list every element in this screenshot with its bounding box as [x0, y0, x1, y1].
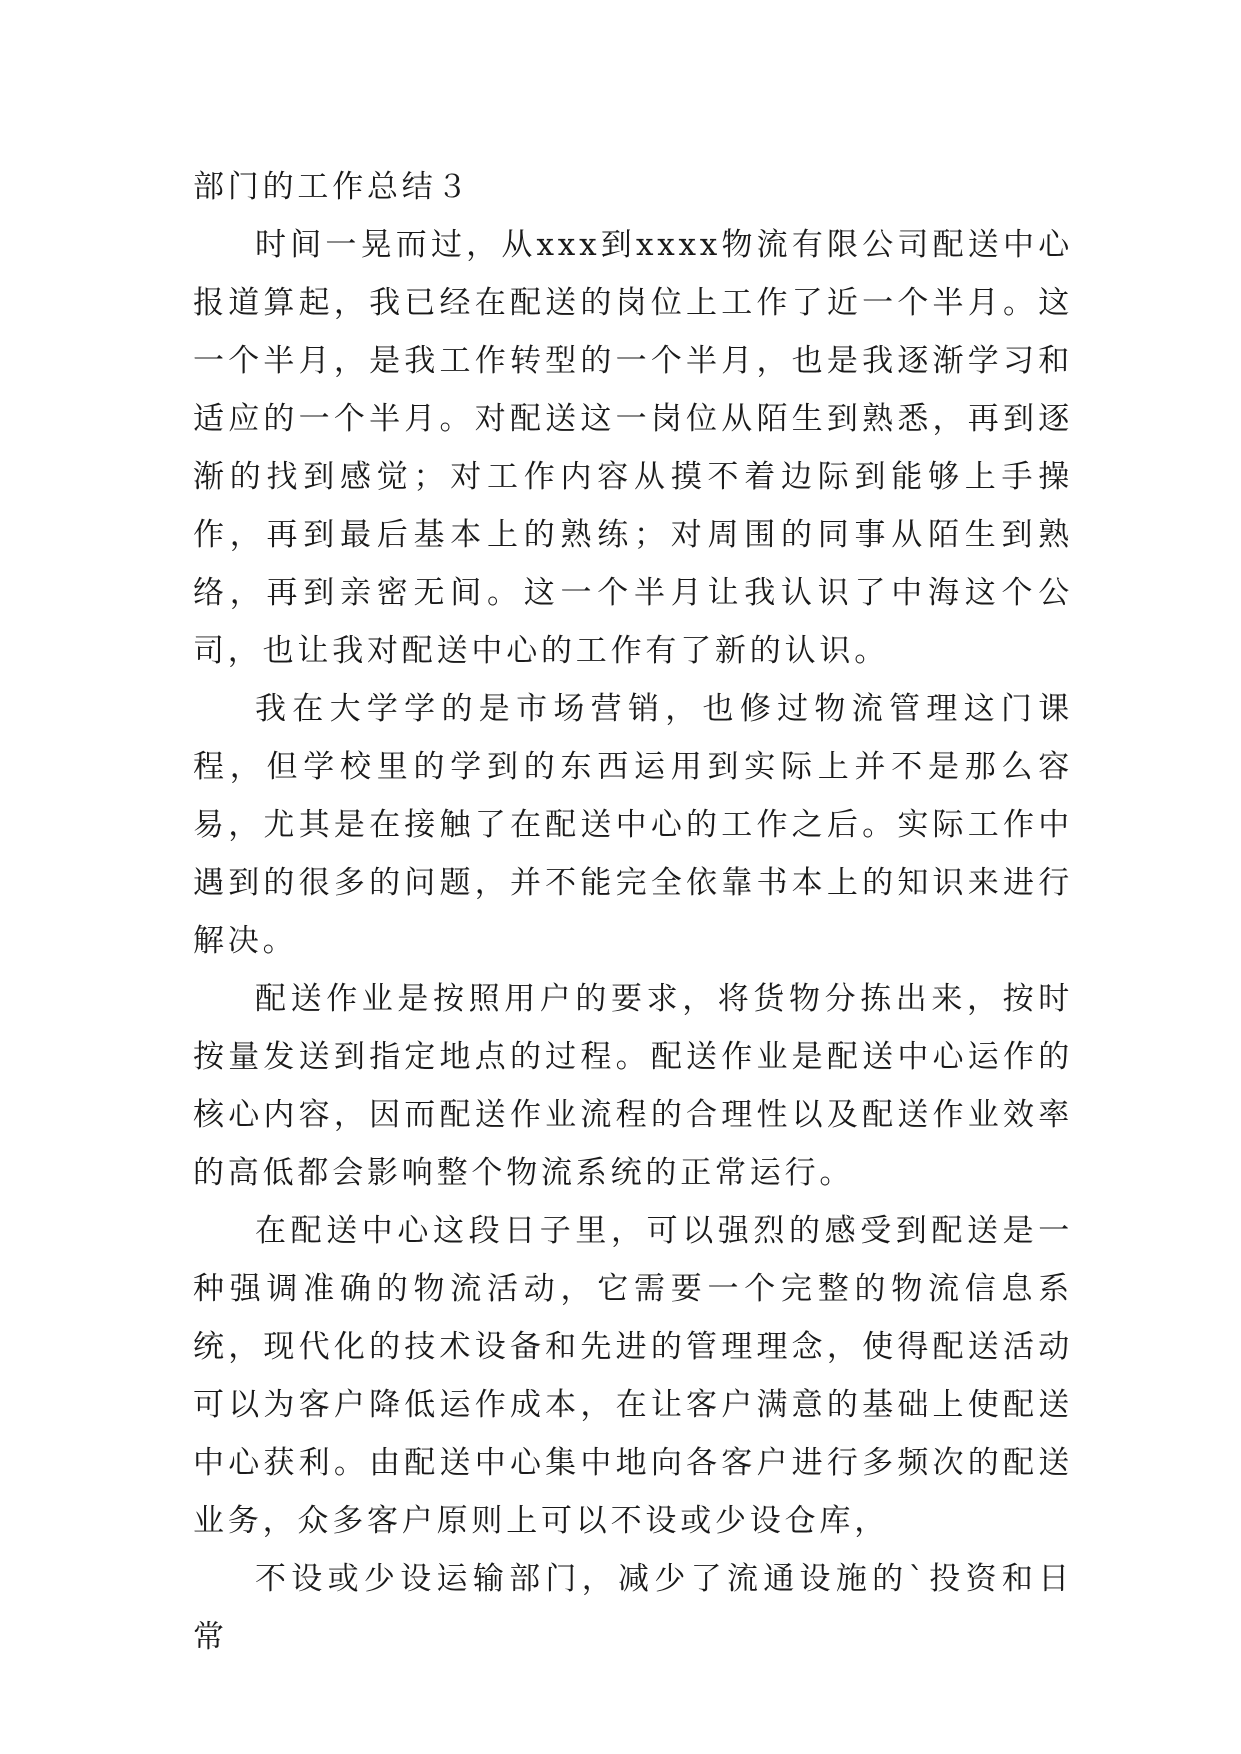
document-title: 部门的工作总结３ [193, 169, 472, 205]
document-body [193, 158, 1073, 1666]
paragraph-1: 时间一晃而过，从xxx到xxxx物流有限公司配送中心报道算起，我已经在配送的岗位上工作了近一个半月。这一个半月，是我工作转型的一个半月，也是我逐渐学习和适应的一个半月。对配送这一岗位从陌生到熟悉，再到逐渐的找到感觉；对工作内容从摸不着边际到能够上手操作，再到最后基本上的熟练；对周围的同事从陌生到熟络，再到亲密无间。这一个半月让我认识了中海这个公司，也让我对配送中心的工作有了新的认识。 [193, 227, 1073, 669]
paragraph-5: 不设或少设运输部门，减少了流通设施的`投资和日常 [193, 1561, 1073, 1655]
paragraph-4: 在配送中心这段日子里，可以强烈的感受到配送是一种强调准确的物流活动，它需要一个完整的物流信息系统，现代化的技术设备和先进的管理理念，使得配送活动可以为客户降低运作成本，在让客户满意的基础上使配送中心获利。由配送中心集中地向各客户进行多频次的配送业务，众多客户原则上可以不设或少设仓库， [193, 1213, 1073, 1539]
paragraph-2: 我在大学学的是市场营销，也修过物流管理这门课程，但学校里的学到的东西运用到实际上并不是那么容易，尤其是在接触了在配送中心的工作之后。实际工作中遇到的很多的问题，并不能完全依靠书本上的知识来进行解决。 [193, 691, 1073, 959]
paragraph-3: 配送作业是按照用户的要求，将货物分拣出来，按时按量发送到指定地点的过程。配送作业是配送中心运作的核心内容，因而配送作业流程的合理性以及配送作业效率的高低都会影响整个物流系统的正常运行。 [193, 981, 1073, 1191]
